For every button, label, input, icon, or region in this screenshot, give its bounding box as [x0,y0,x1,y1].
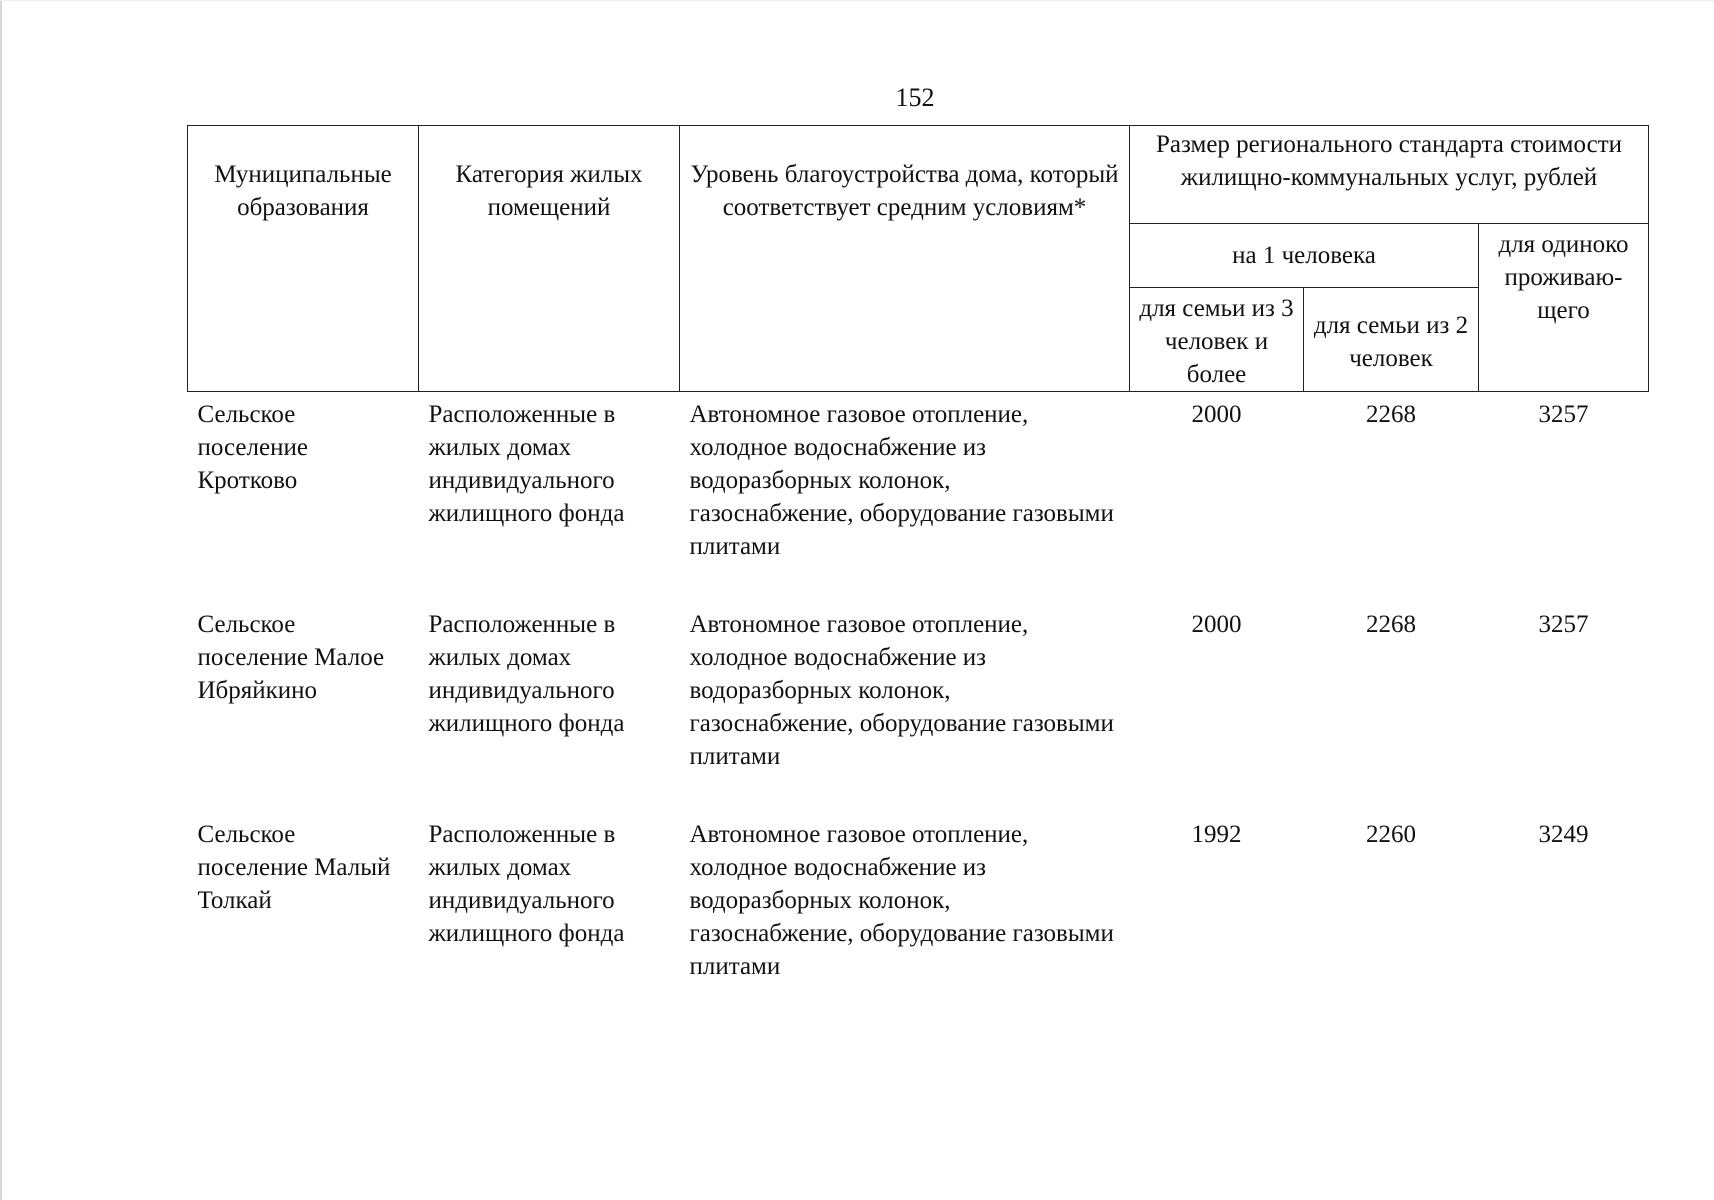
cell-family-2: 2268 [1366,401,1416,428]
header-level: Уровень благоустройства дома, который соответствует средним условиям* [680,126,1130,392]
header-single: для одиноко проживаю-щего [1479,224,1649,392]
header-category: Категория жилых помещений [419,126,680,392]
scan-edge [0,0,1714,1]
table-header [188,126,1649,392]
cell-category: Расположенные в жилых домах индивидуального жилищного фонда [428,821,625,947]
header-family-2: для семьи из 2 человек [1304,288,1479,392]
cell-single: 3257 [1538,401,1589,428]
cell-category: Расположенные в жилых домах индивидуального жилищного фонда [428,401,625,527]
housing-standards-table [187,125,1649,983]
cell-family-3plus: 1992 [1191,821,1242,848]
table-row [188,392,1649,609]
cell-municipality: Сельское поселение Малый Толкай [197,821,391,914]
cell-single: 3257 [1538,611,1589,638]
header-municipality: Муниципальные образования [188,126,419,392]
page-number: 152 [895,83,935,112]
table-row [188,608,1649,818]
cell-level: Автономное газовое отопление, холодное водоснабжение из водоразборных колонок, газоснабжение, оборудование газовыми плитами [689,401,1114,560]
cell-level: Автономное газовое отопление, холодное водоснабжение из водоразборных колонок, газоснабжение, оборудование газовыми плитами [689,821,1114,980]
cell-category: Расположенные в жилых домах индивидуального жилищного фонда [428,611,625,737]
cell-family-2: 2268 [1366,611,1416,638]
cell-single: 3249 [1538,821,1589,848]
scan-edge [0,0,2,1200]
cell-family-3plus: 2000 [1191,401,1242,428]
cell-level: Автономное газовое отопление, холодное водоснабжение из водоразборных колонок, газоснабжение, оборудование газовыми плитами [689,611,1114,770]
header-family-3plus: для семьи из 3 человек и более [1130,288,1304,392]
table-body [188,392,1649,984]
table-row [188,818,1649,983]
header-standard-size: Размер регионального стандарта стоимости жилищно-коммунальных услуг, рублей [1130,126,1649,224]
cell-family-3plus: 2000 [1191,611,1242,638]
cell-municipality: Сельское поселение Кротково [197,401,308,494]
cell-family-2: 2260 [1366,821,1416,848]
header-per-person: на 1 человека [1130,224,1479,288]
cell-municipality: Сельское поселение Малое Ибряйкино [197,611,385,704]
